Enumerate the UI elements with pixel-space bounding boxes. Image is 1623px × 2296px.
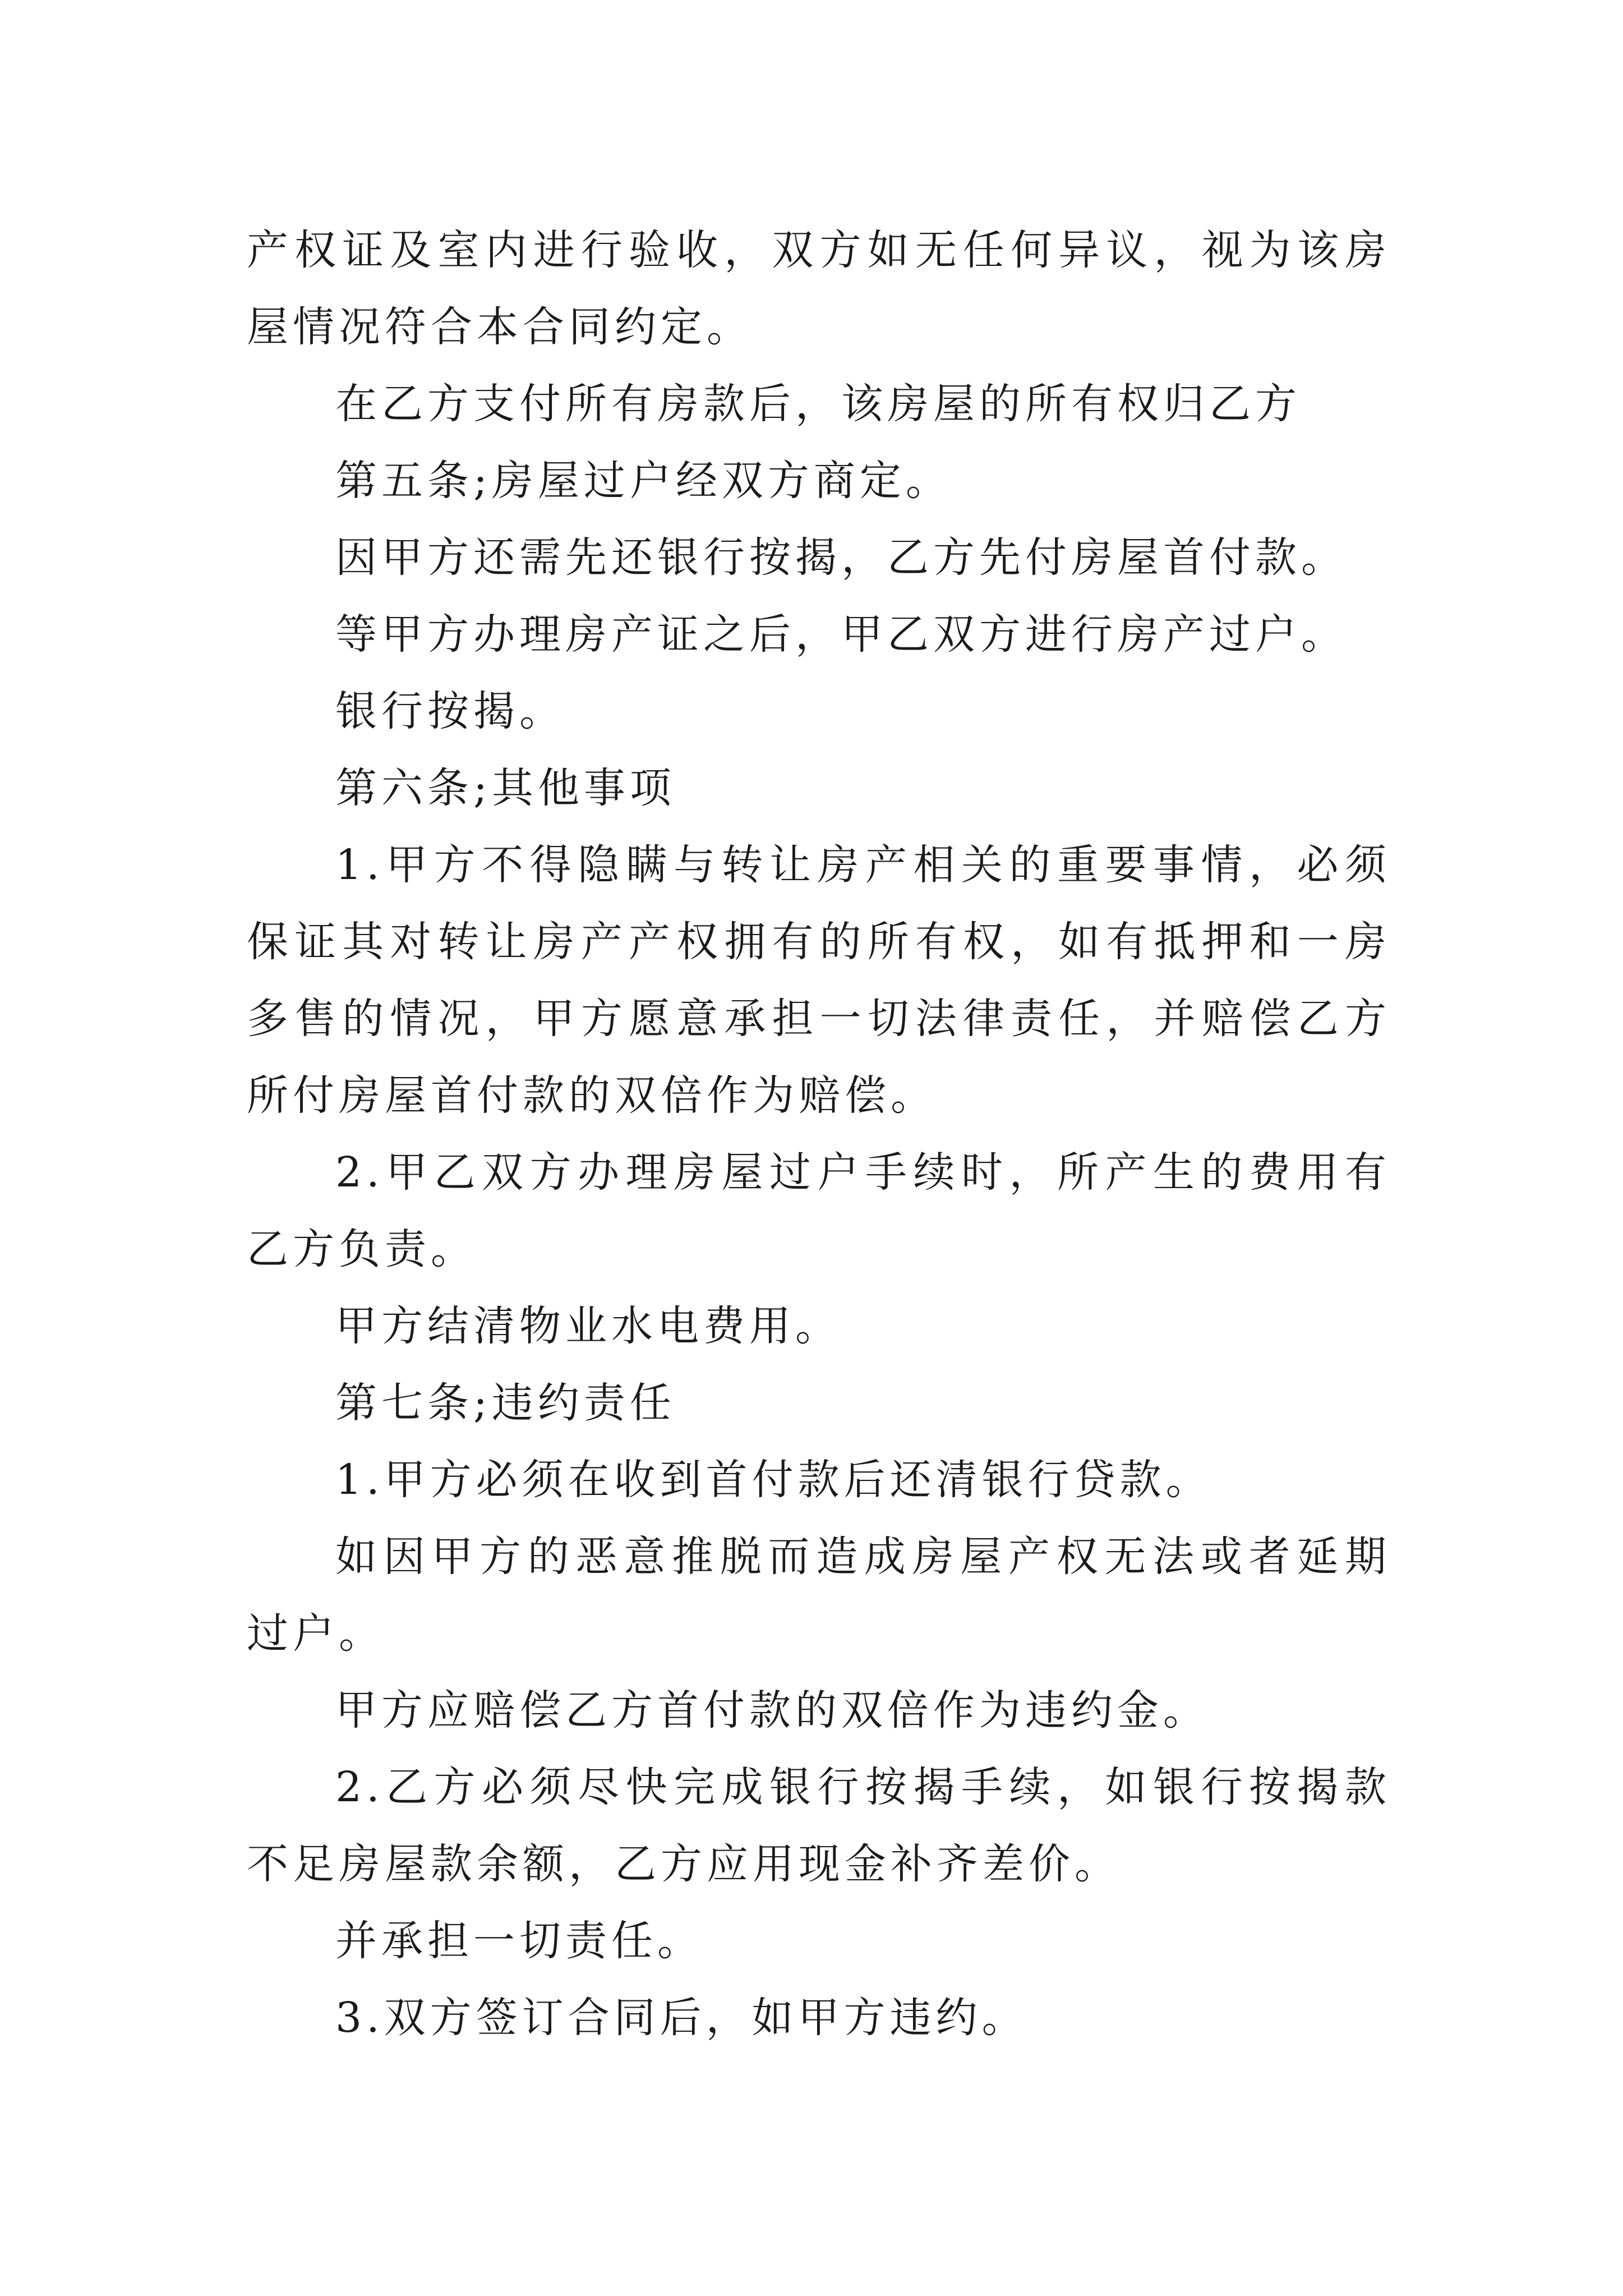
paragraph-15: 2.乙方必须尽快完成银行按揭手续，如银行按揭款不足房屋款余额，乙方应用现金补齐差价。	[247, 1763, 1391, 1888]
paragraph-1: 产权证及室内进行验收，双方如无任何异议，视为该房屋情况符合本合同约定。	[247, 226, 1391, 351]
paragraph-10: 甲方结清物业水电费用。	[335, 1302, 841, 1350]
paragraph-8: 1.甲方不得隐瞒与转让房产相关的重要事情，必须保证其对转让房产产权拥有的所有权，如有抵押和一房多售的情况，甲方愿意承担一切法律责任，并赔偿乙方所付房屋首付款的双倍作为赔偿。	[247, 841, 1391, 1120]
paragraph-7: 第六条;其他事项	[335, 764, 676, 812]
paragraph-6: 银行按揭。	[335, 687, 565, 735]
paragraph-2: 在乙方支付所有房款后，该房屋的所有权归乙方	[335, 380, 1301, 428]
paragraph-4: 因甲方还需先还银行按揭，乙方先付房屋首付款。	[335, 533, 1347, 582]
paragraph-17: 3.双方签订合同后，如甲方违约。	[335, 1994, 1028, 2042]
paragraph-12: 1.甲方必须在收到首付款后还清银行贷款。	[335, 1456, 1212, 1504]
paragraph-3: 第五条;房屋过户经双方商定。	[335, 457, 952, 505]
paragraph-16: 并承担一切责任。	[335, 1917, 703, 1965]
paragraph-13: 如因甲方的恶意推脱而造成房屋产权无法或者延期过户。	[247, 1533, 1391, 1658]
paragraph-5: 等甲方办理房产证之后，甲乙双方进行房产过户。	[335, 610, 1347, 659]
paragraph-14: 甲方应赔偿乙方首付款的双倍作为违约金。	[335, 1686, 1209, 1734]
paragraph-11: 第七条;违约责任	[335, 1379, 676, 1427]
document-page	[247, 212, 1391, 2056]
paragraph-9: 2.甲乙双方办理房屋过户手续时，所产生的费用有乙方负责。	[247, 1148, 1391, 1273]
